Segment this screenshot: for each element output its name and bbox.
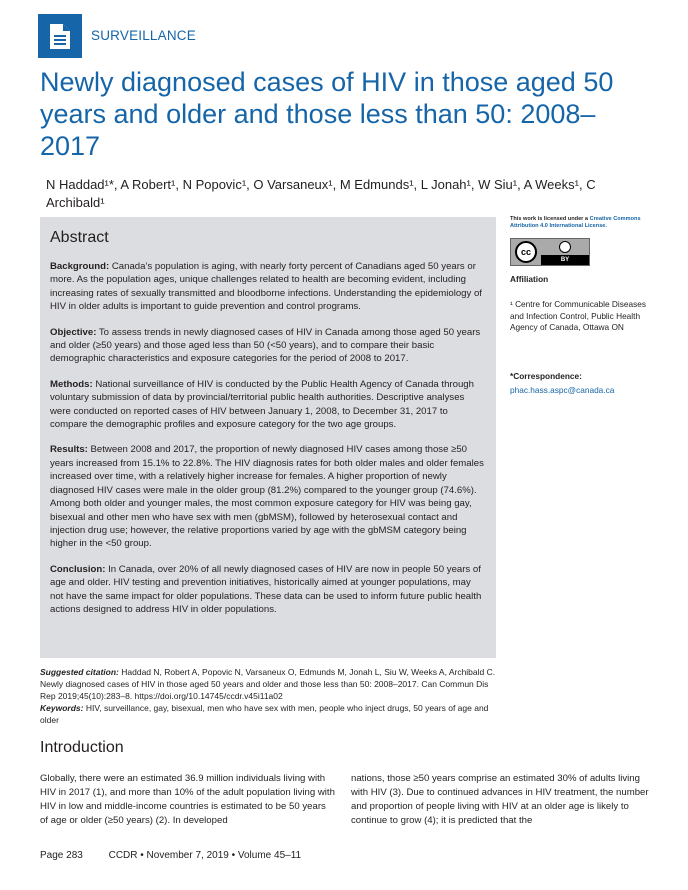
abstract-objective: Objective: To assess trends in newly diagnosed cases of HIV in Canada among those aged 50 years and older (≥50 years) and those aged less than 50 (<50 years), and to compare their basic demographic characteristics and exposure categories for the period of 2008 to 2017.: [50, 326, 481, 365]
sidebar: [510, 216, 660, 397]
license-link[interactable]: Creative Commons Attribution 4.0 International License.: [510, 216, 641, 230]
affiliation-heading: Affiliation: [510, 274, 549, 285]
citation-text: Haddad N, Robert A, Popovic N, Varsaneux O, Edmunds M, Jonah L, Siu W, Weeks A, Archibald C. Newly diagnosed cases of HIV in those aged 50 years and older and those less than 50: 2008–2017. Can Commun Dis Rep 2019;45(10):283–8. https://doi.org/10.14745/ccdr.v45i11a02: [40, 667, 496, 701]
license-text: This work is licensed under a Creative Commons Attribution 4.0 International License.: [510, 216, 641, 230]
cc-icon: cc: [515, 241, 537, 263]
page-footer: [40, 850, 301, 861]
journal-info: CCDR • November 7, 2019 • Volume 45–11: [108, 850, 302, 861]
section-label: SURVEILLANCE: [91, 28, 196, 43]
attribution-person-icon: [559, 241, 571, 253]
cc-by-label: BY: [541, 255, 589, 265]
article-title: Newly diagnosed cases of HIV in those aged 50 years and older and those less than 50: 2008–2017: [40, 67, 614, 161]
abstract-heading: Abstract: [50, 229, 109, 246]
page-number: Page 283: [40, 850, 83, 861]
introduction-column-1: Globally, there were an estimated 36.9 million individuals living with HIV in 2017 (1), and more than 10% of the adult population living with HIV in low and middle-income countries is estimated to be 50 years of age or older (≥50 years) (2). In developed: [40, 773, 335, 826]
author-list: N Haddad¹*, A Robert¹, N Popovic¹, O Varsaneux¹, M Edmunds¹, L Jonah¹, W Siu¹, A Weeks¹, C Archibald¹: [46, 177, 596, 210]
section-icon-box: [38, 14, 82, 58]
abstract-methods: Methods: National surveillance of HIV is conducted by the Public Health Agency of Canada through voluntary submission of data by provincial/territorial public health authorities. Descriptive analyses were conducted on reported cases of HIV between January 1, 2008, to December 31, 2017 to compare the demographic profiles and exposure category for the two age groups.: [50, 378, 474, 431]
abstract-conclusion: Conclusion: In Canada, over 20% of all newly diagnosed cases of HIV are now in people 50 years of age and older. HIV testing and prevention initiatives, historically aimed at younger populations, may not have the same impact for older populations. These data can be used to inform future public health actions designed to address HIV in older populations.: [50, 563, 482, 615]
affiliation-text: ¹ Centre for Communicable Diseases and Infection Control, Public Health Agency of Canada, Ottawa ON: [510, 299, 647, 333]
suggested-citation: Suggested citation: Haddad N, Robert A, Popovic N, Varsaneux O, Edmunds M, Jonah L, Siu W, Weeks A, Archibald C. Newly diagnosed cases of HIV in those aged 50 years and older and those less than 50: 2008–2017. Can Commun Dis Rep 2019;45(10):283–8. https://doi.org/10.14745/ccdr.v45i11a02 Keywords: HIV, surveillance, gay, bisexual, men who have sex with men, people who inject drugs, 50 years of age and older: [40, 667, 496, 725]
document-icon: [49, 23, 71, 50]
abstract-results: Results: Between 2008 and 2017, the proportion of newly diagnosed HIV cases among those ≥50 years increased from 15.1% to 22.8%. The HIV diagnosis rates for both older males and older females increased over time, with a relatively higher increase for females. A higher proportion of newly diagnosed HIV cases were male in the older group (81.2%) compared to the younger group (74.6%). Among both older and younger males, the most common exposure category for HIV was being gay, bisexual and other men who have sex with men (gbMSM), followed by heterosexual contact and injection drug use; however, the relative proportions varied by age with the gbMSM category being higher in the <50 group.: [50, 444, 484, 550]
abstract-box: [40, 217, 496, 658]
abstract-background: Background: Canada’s population is aging, with nearly forty percent of Canadians aged 50 years or more. As the population ages, unique challenges related to health are becoming evident, including increasing rates of sexually transmitted and bloodborne infections. Understanding the epidemiology of HIV in older adults is important to guide prevention and control programs.: [50, 261, 482, 313]
cc-by-badge[interactable]: [510, 238, 590, 266]
introduction-column-2: nations, those ≥50 years comprise an estimated 30% of adults living with HIV (3). Due to continued advances in HIV treatment, the number and proportion of people living with HIV at an older age is likely to continue to grow (4); it is predicted that the: [351, 773, 649, 826]
correspondence: *Correspondence: phac.hass.aspc@canada.ca: [510, 370, 615, 395]
correspondence-email-link[interactable]: phac.hass.aspc@canada.ca: [510, 384, 615, 395]
keywords-text: HIV, surveillance, gay, bisexual, men who have sex with men, people who inject drugs, 50 years of age and older: [40, 703, 489, 725]
introduction-heading: Introduction: [40, 739, 124, 756]
